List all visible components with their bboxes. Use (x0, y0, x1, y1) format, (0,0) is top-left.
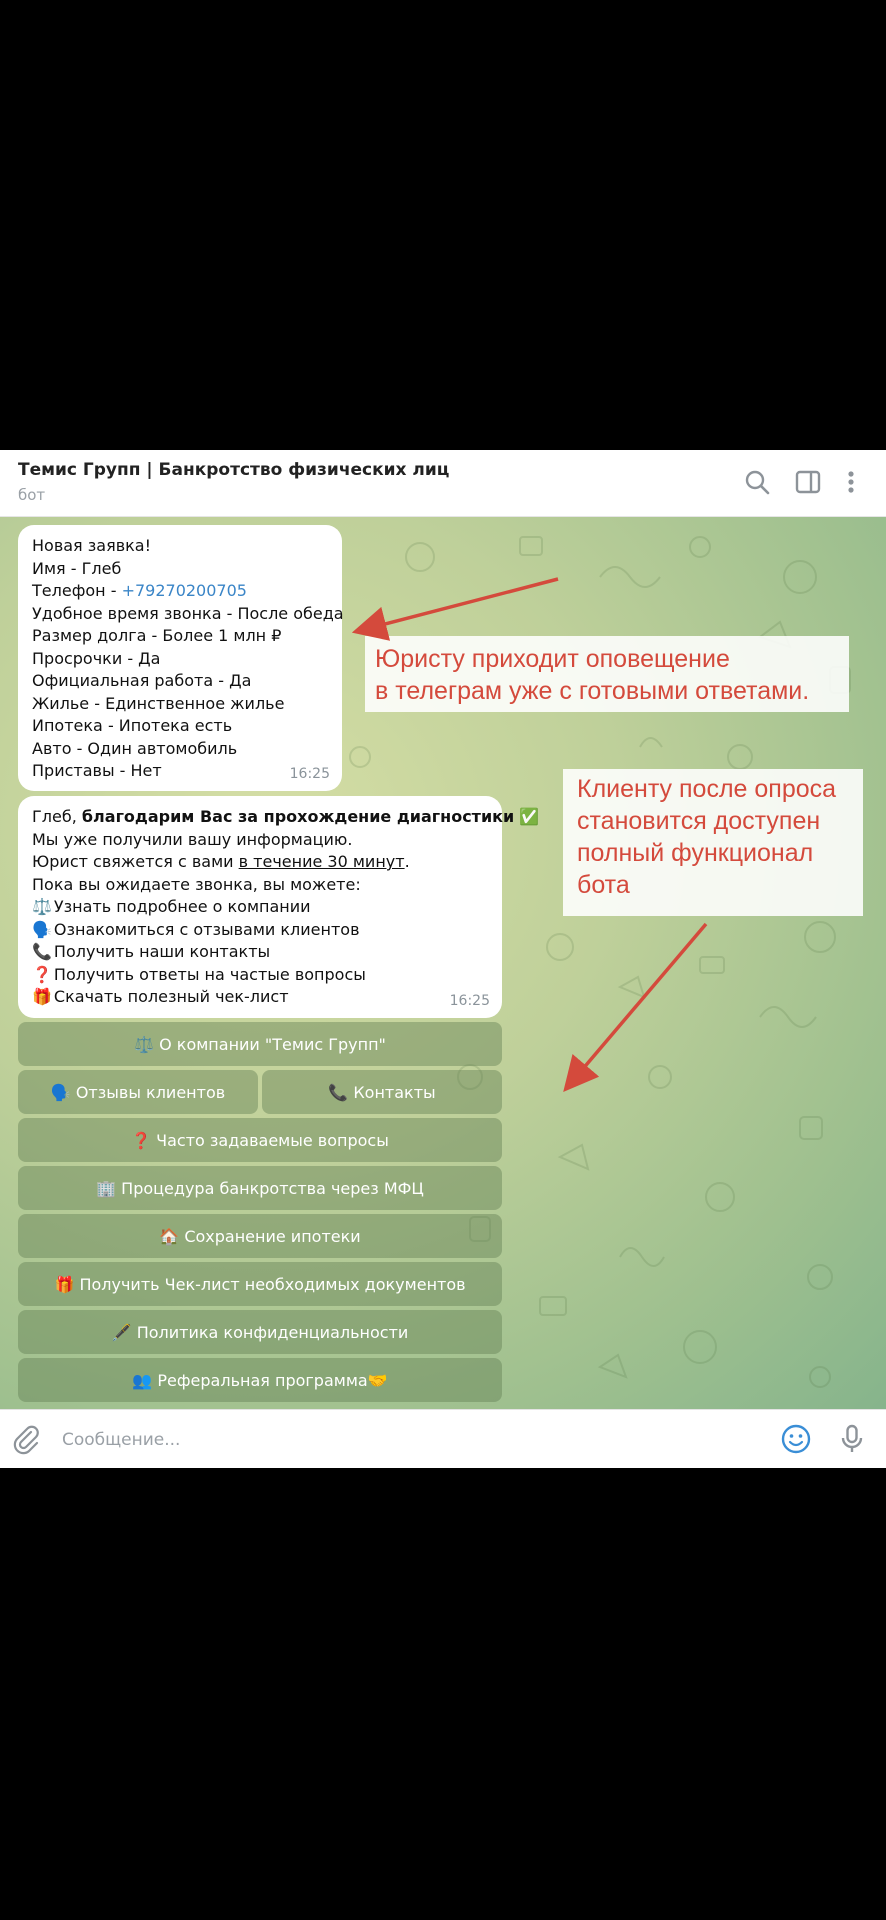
callback-time: в течение 30 минут (238, 852, 405, 871)
message-line: Мы уже получили вашу информацию. (32, 829, 353, 849)
kb-privacy-button[interactable]: 🖋️ Политика конфиденциальности (18, 1310, 502, 1354)
option-text: Получить ответы на частые вопросы (53, 964, 366, 984)
gift-emoji-icon: 🎁 (32, 987, 52, 1006)
more-vertical-icon[interactable] (838, 467, 864, 497)
arrow-to-message (362, 579, 558, 630)
message-line: Имя - Глеб (32, 558, 122, 578)
scales-emoji-icon: ⚖️ (32, 897, 52, 916)
kb-mfc-button[interactable]: 🏢 Процедура банкротства через МФЦ (18, 1166, 502, 1210)
message-line: Новая заявка! (32, 536, 152, 555)
telegram-window (0, 450, 886, 1468)
search-icon[interactable] (742, 467, 772, 497)
callback-pre: Юрист свяжется с вами (32, 852, 239, 871)
message-line: Просрочки - Да (32, 648, 161, 668)
message-time: 16:25 (449, 992, 490, 1009)
message-line: Приставы - Нет (32, 761, 162, 780)
option-text: Узнать подробнее о компании (53, 897, 311, 916)
option-text: Скачать полезный чек-лист (53, 987, 289, 1006)
annotation-line: становится доступен (577, 807, 821, 835)
chat-subtitle: бот (18, 486, 46, 504)
kb-faq-button[interactable]: ❓ Часто задаваемые вопросы (18, 1118, 502, 1162)
kb-referral-button[interactable]: 👥 Реферальная программа🤝 (18, 1358, 502, 1402)
kb-contacts-button[interactable]: 📞 Контакты (262, 1070, 502, 1114)
arrow-to-keyboard (570, 924, 706, 1084)
annotation-line: Клиенту после опроса (577, 775, 837, 803)
sidebar-toggle-icon[interactable] (793, 467, 823, 497)
phone-label: Телефон - (32, 581, 122, 600)
message-line: Авто - Один автомобиль (32, 738, 238, 758)
message-line: Ипотека - Ипотека есть (32, 716, 233, 735)
greeting-name: Глеб, (32, 807, 82, 826)
kb-checklist-button[interactable]: 🎁 Получить Чек-лист необходимых документов (18, 1262, 502, 1306)
option-text: Ознакомиться с отзывами клиентов (53, 919, 360, 939)
kb-about-button[interactable]: ⚖️ О компании "Темис Групп" (18, 1022, 502, 1066)
chat-title[interactable]: Темис Групп | Банкротство физических лиц (18, 460, 450, 480)
question-emoji-icon: ❓ (32, 964, 52, 984)
message-line: Пока вы ожидаете звонка, вы можете: (32, 874, 361, 894)
annotation-line: Юристу приходит оповещение (375, 645, 730, 673)
message-input[interactable] (60, 1422, 764, 1458)
annotation-arrows (0, 517, 886, 1409)
callback-post: . (404, 852, 410, 871)
message-input-bar (0, 1409, 886, 1468)
annotation-line: полный функционал (577, 839, 814, 867)
chat-area (0, 517, 886, 1409)
kb-reviews-button[interactable]: 🗣️ Отзывы клиентов (18, 1070, 258, 1114)
option-text: Получить наши контакты (53, 942, 271, 961)
kb-mortgage-button[interactable]: 🏠 Сохранение ипотеки (18, 1214, 502, 1258)
emoji-icon[interactable] (780, 1423, 812, 1455)
phone-emoji-icon: 📞 (32, 942, 52, 961)
message-line: Официальная работа - Да (32, 671, 252, 690)
attach-icon[interactable] (10, 1423, 42, 1455)
phone-link[interactable]: +79270200705 (121, 581, 247, 600)
annotation-line: бота (577, 871, 630, 899)
microphone-icon[interactable] (836, 1423, 868, 1455)
message-line: Размер долга - Более 1 млн ₽ (32, 626, 282, 645)
message-time: 16:25 (289, 765, 330, 782)
check-emoji: ✅ (519, 807, 540, 826)
chat-header (0, 450, 886, 517)
message-line: Жилье - Единственное жилье (32, 693, 285, 713)
annotation-line: в телеграм уже с готовыми ответами. (375, 677, 810, 705)
speaking-head-emoji-icon: 🗣️ (32, 919, 52, 939)
greeting-bold: благодарим Вас за прохождение диагностики (81, 807, 515, 826)
message-line: Удобное время звонка - После обеда (32, 603, 344, 623)
